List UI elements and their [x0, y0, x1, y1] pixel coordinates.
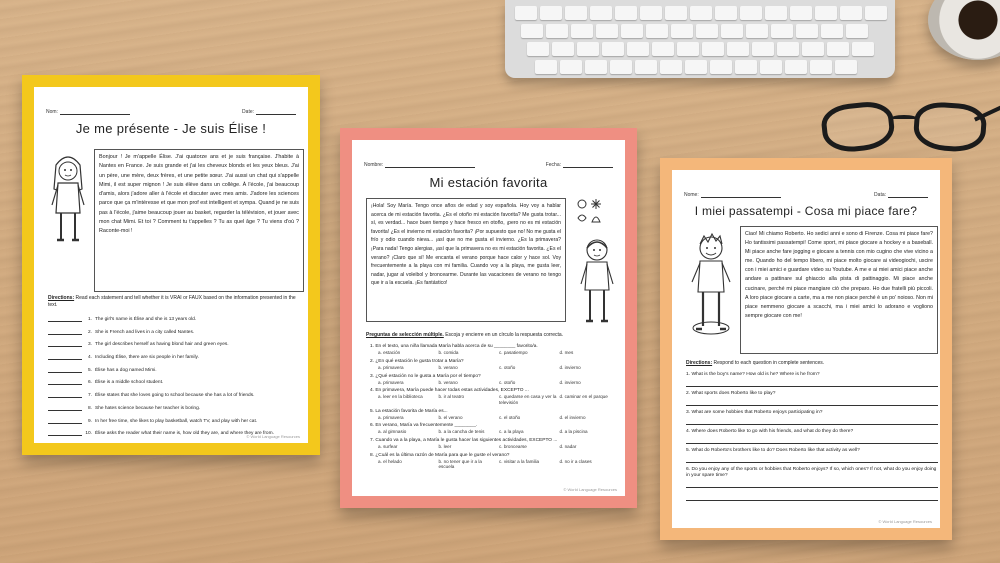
keyboard-row: [535, 60, 857, 74]
answer-option: b. el verano: [438, 414, 463, 420]
question-text: 6. Do you enjoy any of the sports or hobbies that Roberto enjoys? If so, which ones? If not, what do you enjoy doing in your spare time?: [686, 467, 937, 478]
watermark: © World Language Resources: [878, 519, 932, 524]
directions-label: Directions:: [686, 360, 713, 366]
question-text: 1. En el texto, una niña llamada María habla acerca de su ________ favorito/a.: [370, 344, 538, 349]
keyboard-row: [515, 6, 887, 20]
statement-text: The girl's name is Élise and she is 13 years old.: [95, 317, 197, 322]
answer-blank: [48, 380, 82, 385]
directions-label: Directions:: [48, 295, 75, 301]
date-label: Date:: [242, 109, 254, 115]
statement-number: 5.: [87, 367, 92, 373]
answer-line: [686, 416, 938, 425]
story-text: ¡Hola! Soy María. Tengo once años de edad y soy española. Hoy voy a hablar acerca de mi estación favorita. ¿Es el otoño mi estación favorita? Me gusta trotar... sí, es verdad... hace buen tiempo y hace fresco en otoño, ¡pero no es mi estación favorita! ¿Es el invierno mi estación favorita? ¡Por supuesto que no! No me gusta el frío y odio cuando nieva... ¡así que no me gusta el invierno. ¿Es la primavera? ¡Para nada! Tengo alergias, ¡así que la primavera no es mi estación favorita. ¿Es el verano? ¡Claro que sí! Me encanta el verano porque hace calor y hace sol. Voy frecuentemente a la playa con mi familia. Cuando voy a la playa, me gusta leer, nadar, jugar al voleibol y broncearme. Durante las vacaciones de verano no tengo que ir a la escuela. ¡Es fantástico!: [366, 198, 566, 322]
worksheet-spanish: [352, 140, 625, 496]
statement-row: [48, 419, 306, 426]
answer-option: b. verano: [438, 364, 458, 370]
answer-blank: [48, 393, 82, 398]
statement-text: The girl describes herself as having blond hair and green eyes.: [95, 342, 229, 348]
watermark: © World Language Resources: [563, 487, 617, 492]
question-text: 6. En verano, María va frecuentemente ________.: [370, 423, 478, 429]
directions-text: Respond to each question in complete sentences.: [713, 360, 825, 366]
answer-option: c. a la playa: [499, 429, 524, 435]
answer-option: d. no ir a clases: [559, 458, 592, 464]
name-label: Nombre:: [364, 162, 384, 168]
question-text: 7. Cuando va a la playa, a María le gusta hacer las siguientes actividades, EXCEPTO ...: [370, 438, 558, 444]
keyboard-row: [527, 42, 874, 56]
answer-blank: [48, 342, 82, 347]
answer-option: c. pasatiempo: [499, 350, 528, 355]
statement-row: [48, 380, 306, 387]
question-text: 3. ¿Qué estación no le gusta a María por el tiempo?: [370, 373, 481, 379]
question-text: 4. En primavera, María puede hacer todas estas actividades, EXCEPTO ...: [370, 388, 529, 394]
seasons-icon: [574, 196, 604, 226]
worksheet-french-frame: [22, 75, 320, 455]
statement-row: [48, 368, 306, 375]
question-text: 5. What do Roberto's brothers like to do? Does Roberto like that activity as well?: [686, 448, 860, 453]
question-item: [370, 344, 620, 355]
question-item: [370, 359, 620, 370]
statement-row: [48, 406, 306, 413]
worksheet-italian: [672, 170, 940, 528]
answer-option: d. caminar en el parque: [559, 394, 608, 400]
answer-option: d. invierno: [559, 379, 581, 385]
statement-row: [48, 330, 306, 337]
answer-line: [686, 435, 938, 444]
statement-text: She hates science because her teacher is boring.: [95, 405, 201, 411]
date-label: Fecha:: [545, 162, 561, 168]
answer-option: b. verano: [438, 379, 458, 385]
page-title: Mi estación favorita: [429, 175, 548, 190]
answer-options: [370, 365, 620, 370]
answer-line: [686, 454, 938, 463]
answer-options: [370, 459, 620, 470]
answer-option: c. broncearse: [499, 444, 527, 450]
statement-number: 7.: [87, 393, 92, 399]
worksheet-italian-frame: [660, 158, 952, 540]
name-date-row: [352, 162, 625, 168]
boy-illustration: [686, 230, 736, 340]
answer-line: [686, 397, 938, 406]
answer-option: a. al gimnasio: [378, 429, 407, 435]
story-text: Ciao! Mi chiamo Roberto. Ho sedici anni e sono di Firenze. Cosa mi piace fare? Ho tantissimi passatempi! Come sport, mi piace giocare a hockey e a baseball. Mi piace anche fare jogging e giocare a tennis con mio cugino che vive vicino a me. Quando ho del tempo libero, mi piace molto giocare ai videogiochi, uscire con i miei amici e guardare video su Youtube. A me e ai miei amici piace anche andare a pattinare sul ghiaccio alla pista di pattinaggio. Mi piace anche cucinare, perché mi piace mangiare ciò che preparo. Ho due fratelli più piccoli. A loro piace giocare a carte, ma a me non piace perché è un po' noioso. Non mi piace nemmeno giocare a scacchi, ma i miei amici lo adorano e vogliono sempre giocare con me!: [740, 226, 938, 354]
true-false-list: [48, 317, 306, 443]
statement-text: In her free time, she likes to play basketball, watch TV, and play with her cat.: [95, 418, 258, 424]
open-questions-list: [686, 372, 938, 505]
answer-option: c. otoño: [499, 379, 516, 385]
answer-option: d. nadar: [559, 444, 577, 450]
answer-blank: [48, 431, 82, 436]
statement-number: 9.: [87, 418, 92, 424]
answer-option: a. el helado: [378, 458, 402, 464]
directions-text: Escoja y encierre en un círculo la respuesta correcta.: [445, 332, 564, 338]
girl-illustration: [574, 234, 620, 328]
answer-option: b. no tener que ir a la escuela: [438, 458, 482, 470]
answer-option: d. a la piscina: [559, 429, 588, 435]
statement-number: 2.: [87, 329, 92, 335]
answer-option: c. quedarse en casa y ver la televisión: [499, 394, 557, 405]
question-item: [370, 409, 620, 420]
answer-blank: [48, 330, 82, 335]
question-text: 3. What are some hobbies that Roberto enjoys participating in?: [686, 410, 823, 415]
question-text: 2. What sports does Roberto like to play?: [686, 391, 776, 396]
statement-number: 10.: [85, 431, 92, 437]
coffee-mug: [928, 0, 1000, 60]
question-item: [370, 388, 620, 405]
statement-row: [48, 355, 306, 362]
answer-option: c. el otoño: [499, 414, 521, 420]
statement-text: Including Élise, there are six people in her family.: [95, 355, 199, 361]
answer-options: [370, 415, 620, 420]
answer-blank: [48, 355, 82, 360]
question-text: 5. La estación favorita de María es...: [370, 408, 448, 414]
question-item: [370, 438, 620, 449]
directions: [366, 332, 625, 339]
worksheet-french: [34, 87, 308, 443]
statement-text: Élise is a middle school student.: [95, 380, 164, 386]
answer-options: [370, 444, 620, 449]
answer-line: [686, 378, 938, 387]
statement-number: 4.: [87, 355, 92, 361]
answer-blank: [48, 368, 82, 373]
name-label: Nom:: [46, 109, 58, 115]
directions: [686, 360, 940, 367]
answer-options: [370, 350, 620, 355]
answer-option: b. leer: [438, 444, 452, 450]
keyboard: [505, 0, 895, 78]
answer-blank: [48, 406, 82, 411]
page-title: Je me présente - Je suis Élise !: [75, 121, 267, 136]
multiple-choice-list: [370, 344, 620, 473]
answer-options: [370, 429, 620, 434]
name-date-row: [34, 109, 308, 115]
statement-number: 1.: [87, 317, 92, 322]
question-text: 4. Where does Roberto like to go with his friends, and what do they do there?: [686, 429, 854, 434]
directions-text: Read each statement and tell whether it is VRAI or FAUX based on the information presented in the text.: [48, 295, 296, 308]
question-item: [370, 374, 620, 385]
answer-option: b. a la cancha de tenis: [438, 429, 485, 435]
statement-text: Élise states that she loves going to school because she has a lot of friends.: [95, 393, 255, 399]
statement-row: [48, 342, 306, 349]
answer-option: a. primavera: [378, 364, 404, 370]
answer-option: b. ir al teatro: [438, 394, 465, 400]
statement-text: Élise has a dog named Mimi.: [95, 367, 157, 373]
answer-line: [686, 492, 938, 501]
answer-option: a. primavera: [378, 379, 404, 385]
statement-number: 6.: [87, 380, 92, 386]
girl-illustration: [46, 147, 90, 247]
answer-option: a. estación: [378, 350, 401, 355]
question-item: [370, 423, 620, 434]
statement-number: 3.: [87, 342, 92, 348]
question-item: [370, 453, 620, 470]
answer-option: d. el invierno: [559, 414, 586, 420]
answer-option: d. mes: [559, 350, 574, 355]
story-text: Bonjour ! Je m'appelle Élise. J'ai quatorze ans et je suis française. J'habite à Nantes en France. Je suis grande et j'ai les cheveux blonds et les yeux bleus. J'ai un père, une mère, deux frères, et une petite sœur. J'ai aussi un chat qui s'appelle Mimi, il est super mignon ! Je suis élève dans un collège. À l'école, j'ai beaucoup d'amis, alors j'adore aller à l'école et discuter avec mes amis. J'adore les sciences parce que ça m'intéresse et que mon prof est intelligent et sympa. Quand je ne suis pas à l'école, j'aime beaucoup jouer au basket, regarder la télévision, et jouer avec mon chat Mimi. Et toi ? Comment tu t'appelles ? Tu as quel âge ? Tu viens d'où ? Raconte-moi !: [94, 149, 304, 292]
question-text: 8. ¿Cuál es la última razón de María para que le guste el verano?: [370, 452, 510, 458]
answer-option: c. otoño: [499, 364, 516, 370]
statement-row: [48, 393, 306, 400]
answer-option: d. invierno: [559, 364, 581, 370]
answer-blank: [48, 317, 82, 322]
answer-option: b. comida: [438, 350, 459, 355]
answer-option: a. leer en la biblioteca: [378, 394, 423, 400]
directions: [48, 295, 303, 309]
name-date-row: [672, 192, 940, 198]
watermark: © World Language Resources: [246, 434, 300, 439]
name-label: Nome:: [684, 192, 699, 198]
directions-label: Preguntas de selección múltiple.: [366, 332, 444, 338]
answer-option: c. visitar a la familia: [499, 458, 540, 464]
page-title: I miei passatempi - Cosa mi piace fare?: [694, 204, 918, 218]
statement-text: Élise asks the reader what their name is, how old they are, and where they are from.: [95, 431, 274, 437]
keyboard-row: [521, 24, 868, 38]
worksheet-spanish-frame: [340, 128, 637, 508]
answer-options: [370, 394, 620, 405]
answer-option: a. surfear: [378, 444, 398, 450]
answer-options: [370, 380, 620, 385]
statement-row: [48, 317, 306, 324]
answer-option: a. primavera: [378, 414, 404, 420]
question-text: 1. What is the boy's name? How old is he? Where is he from?: [686, 372, 820, 377]
question-text: 2. ¿En qué estación le gusta trotar a María?: [370, 358, 464, 364]
answer-line: [686, 479, 938, 488]
statement-text: She is French and lives in a city called Nantes.: [95, 329, 195, 335]
answer-blank: [48, 419, 82, 424]
date-label: Data:: [874, 192, 886, 198]
statement-number: 8.: [87, 405, 92, 411]
